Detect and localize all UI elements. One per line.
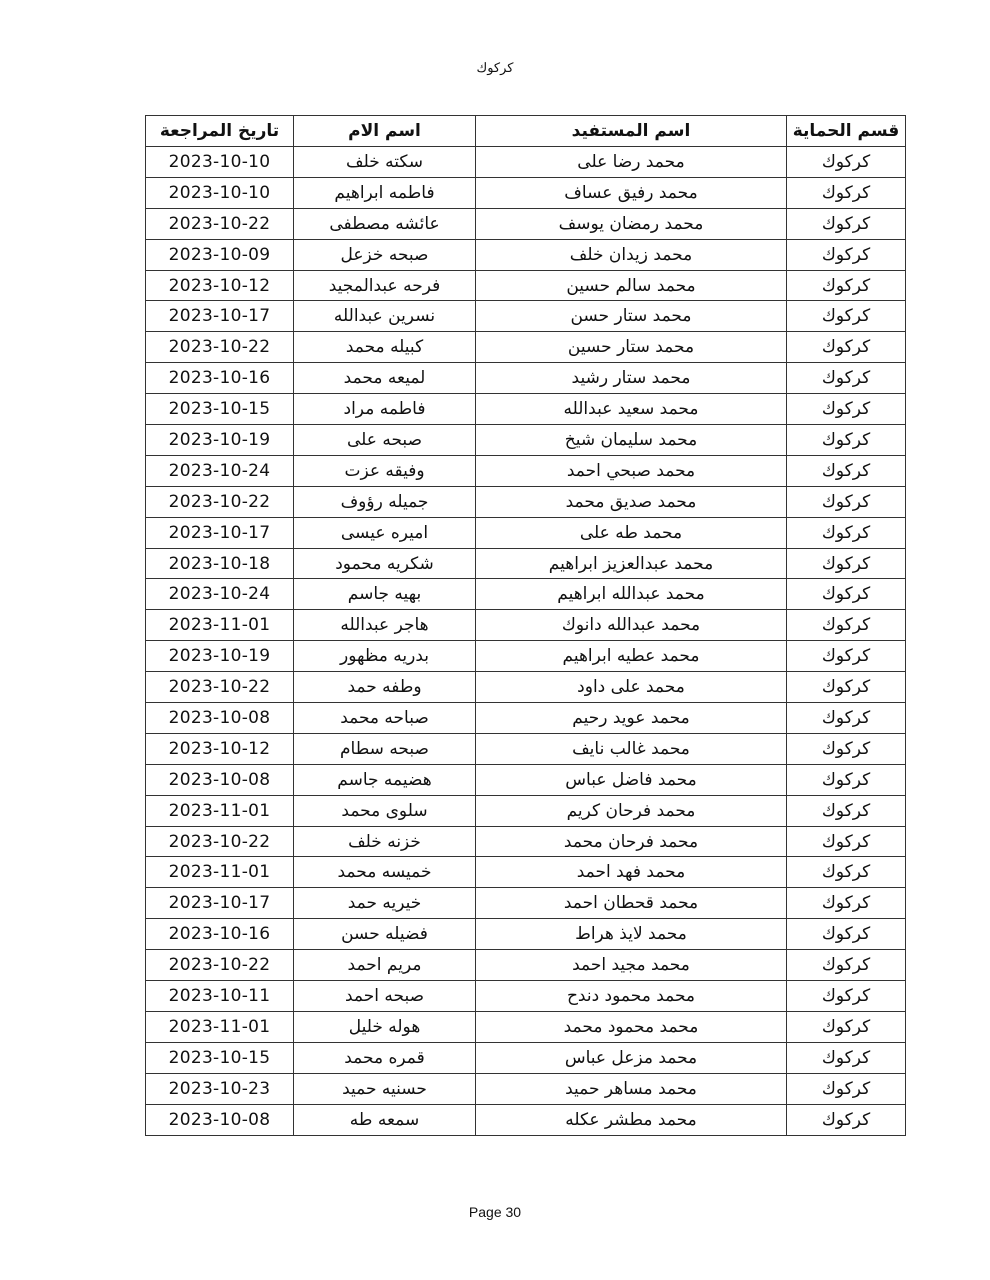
table-row bbox=[146, 517, 906, 548]
column-header-review-date: تاريخ المراجعة bbox=[146, 116, 294, 147]
cell-beneficiary-name: محمد رضا على bbox=[476, 147, 787, 178]
cell-protection-dept: كركوك bbox=[787, 239, 906, 270]
table-row bbox=[146, 703, 906, 734]
cell-review-date: 2023-10-22 bbox=[146, 826, 294, 857]
cell-mother-name: عائشه مصطفى bbox=[294, 208, 476, 239]
cell-beneficiary-name: محمد زيدان خلف bbox=[476, 239, 787, 270]
table-row bbox=[146, 301, 906, 332]
cell-beneficiary-name: محمد رمضان يوسف bbox=[476, 208, 787, 239]
table-row bbox=[146, 548, 906, 579]
cell-protection-dept: كركوك bbox=[787, 332, 906, 363]
cell-beneficiary-name: محمد فهد احمد bbox=[476, 857, 787, 888]
cell-beneficiary-name: محمد ستار رشيد bbox=[476, 363, 787, 394]
cell-protection-dept: كركوك bbox=[787, 208, 906, 239]
cell-beneficiary-name: محمد طه على bbox=[476, 517, 787, 548]
cell-mother-name: صبحه على bbox=[294, 425, 476, 456]
cell-mother-name: صبحه سطام bbox=[294, 733, 476, 764]
cell-protection-dept: كركوك bbox=[787, 1011, 906, 1042]
cell-beneficiary-name: محمد سعيد عبدالله bbox=[476, 394, 787, 425]
cell-review-date: 2023-10-10 bbox=[146, 147, 294, 178]
table-row bbox=[146, 363, 906, 394]
cell-protection-dept: كركوك bbox=[787, 888, 906, 919]
table-row bbox=[146, 579, 906, 610]
cell-mother-name: صبحه احمد bbox=[294, 981, 476, 1012]
cell-mother-name: فضيله حسن bbox=[294, 919, 476, 950]
cell-protection-dept: كركوك bbox=[787, 1073, 906, 1104]
cell-beneficiary-name: محمد عبدالله ابراهيم bbox=[476, 579, 787, 610]
cell-mother-name: فرحه عبدالمجيد bbox=[294, 270, 476, 301]
cell-protection-dept: كركوك bbox=[787, 857, 906, 888]
cell-mother-name: سكته خلف bbox=[294, 147, 476, 178]
cell-mother-name: بدريه مظهور bbox=[294, 641, 476, 672]
cell-protection-dept: كركوك bbox=[787, 517, 906, 548]
cell-protection-dept: كركوك bbox=[787, 579, 906, 610]
table-row bbox=[146, 147, 906, 178]
cell-review-date: 2023-10-24 bbox=[146, 579, 294, 610]
cell-review-date: 2023-10-11 bbox=[146, 981, 294, 1012]
table-row bbox=[146, 1042, 906, 1073]
cell-beneficiary-name: محمد مزعل عباس bbox=[476, 1042, 787, 1073]
cell-review-date: 2023-10-22 bbox=[146, 208, 294, 239]
cell-protection-dept: كركوك bbox=[787, 1104, 906, 1135]
cell-review-date: 2023-10-23 bbox=[146, 1073, 294, 1104]
page-number: Page 30 bbox=[468, 1204, 522, 1220]
cell-protection-dept: كركوك bbox=[787, 486, 906, 517]
cell-protection-dept: كركوك bbox=[787, 455, 906, 486]
cell-mother-name: كبيله محمد bbox=[294, 332, 476, 363]
cell-protection-dept: كركوك bbox=[787, 950, 906, 981]
cell-protection-dept: كركوك bbox=[787, 703, 906, 734]
table-row bbox=[146, 795, 906, 826]
cell-review-date: 2023-10-19 bbox=[146, 641, 294, 672]
cell-review-date: 2023-10-18 bbox=[146, 548, 294, 579]
cell-protection-dept: كركوك bbox=[787, 147, 906, 178]
table-row bbox=[146, 826, 906, 857]
cell-protection-dept: كركوك bbox=[787, 270, 906, 301]
cell-protection-dept: كركوك bbox=[787, 610, 906, 641]
cell-beneficiary-name: محمد رفيق عساف bbox=[476, 177, 787, 208]
cell-review-date: 2023-10-22 bbox=[146, 486, 294, 517]
cell-mother-name: جميله رؤوف bbox=[294, 486, 476, 517]
table-row bbox=[146, 177, 906, 208]
cell-beneficiary-name: محمد مساهر حميد bbox=[476, 1073, 787, 1104]
cell-review-date: 2023-11-01 bbox=[146, 857, 294, 888]
table-row bbox=[146, 888, 906, 919]
cell-beneficiary-name: محمد غالب نايف bbox=[476, 733, 787, 764]
cell-review-date: 2023-11-01 bbox=[146, 1011, 294, 1042]
cell-review-date: 2023-10-16 bbox=[146, 919, 294, 950]
cell-mother-name: قمره محمد bbox=[294, 1042, 476, 1073]
cell-protection-dept: كركوك bbox=[787, 1042, 906, 1073]
table-row bbox=[146, 239, 906, 270]
cell-protection-dept: كركوك bbox=[787, 733, 906, 764]
cell-protection-dept: كركوك bbox=[787, 764, 906, 795]
table-row bbox=[146, 641, 906, 672]
cell-review-date: 2023-10-22 bbox=[146, 950, 294, 981]
cell-review-date: 2023-10-10 bbox=[146, 177, 294, 208]
table-row bbox=[146, 981, 906, 1012]
cell-beneficiary-name: محمد عويد رحيم bbox=[476, 703, 787, 734]
cell-protection-dept: كركوك bbox=[787, 425, 906, 456]
cell-mother-name: هضيمه جاسم bbox=[294, 764, 476, 795]
cell-review-date: 2023-11-01 bbox=[146, 795, 294, 826]
cell-mother-name: وفيقه عزت bbox=[294, 455, 476, 486]
cell-beneficiary-name: محمد فاضل عباس bbox=[476, 764, 787, 795]
cell-beneficiary-name: محمد ستار حسين bbox=[476, 332, 787, 363]
cell-mother-name: فاطمه مراد bbox=[294, 394, 476, 425]
cell-review-date: 2023-10-12 bbox=[146, 270, 294, 301]
cell-protection-dept: كركوك bbox=[787, 641, 906, 672]
column-header-protection-dept: قسم الحماية bbox=[787, 116, 906, 147]
cell-mother-name: خيريه حمد bbox=[294, 888, 476, 919]
cell-beneficiary-name: محمد عبدالله دانوك bbox=[476, 610, 787, 641]
table-row bbox=[146, 733, 906, 764]
cell-protection-dept: كركوك bbox=[787, 795, 906, 826]
column-header-beneficiary-name: اسم المستفيد bbox=[476, 116, 787, 147]
header-row bbox=[146, 116, 906, 147]
cell-review-date: 2023-10-22 bbox=[146, 672, 294, 703]
cell-review-date: 2023-10-22 bbox=[146, 332, 294, 363]
table-row bbox=[146, 857, 906, 888]
cell-protection-dept: كركوك bbox=[787, 672, 906, 703]
cell-review-date: 2023-11-01 bbox=[146, 610, 294, 641]
cell-review-date: 2023-10-15 bbox=[146, 394, 294, 425]
table-row bbox=[146, 610, 906, 641]
table-row bbox=[146, 1104, 906, 1135]
cell-protection-dept: كركوك bbox=[787, 363, 906, 394]
table-row bbox=[146, 950, 906, 981]
cell-review-date: 2023-10-08 bbox=[146, 703, 294, 734]
cell-beneficiary-name: محمد عبدالعزيز ابراهيم bbox=[476, 548, 787, 579]
cell-review-date: 2023-10-17 bbox=[146, 517, 294, 548]
table-row bbox=[146, 425, 906, 456]
cell-beneficiary-name: محمد فرحان محمد bbox=[476, 826, 787, 857]
cell-protection-dept: كركوك bbox=[787, 394, 906, 425]
cell-mother-name: اميره عيسى bbox=[294, 517, 476, 548]
cell-review-date: 2023-10-08 bbox=[146, 764, 294, 795]
records-table bbox=[145, 115, 906, 1136]
cell-beneficiary-name: محمد لايذ هراط bbox=[476, 919, 787, 950]
cell-beneficiary-name: محمد صبحي احمد bbox=[476, 455, 787, 486]
cell-beneficiary-name: محمد محمود دندح bbox=[476, 981, 787, 1012]
cell-beneficiary-name: محمد مجيد احمد bbox=[476, 950, 787, 981]
cell-beneficiary-name: محمد ستار حسن bbox=[476, 301, 787, 332]
cell-review-date: 2023-10-17 bbox=[146, 888, 294, 919]
cell-review-date: 2023-10-12 bbox=[146, 733, 294, 764]
cell-mother-name: هاجر عبدالله bbox=[294, 610, 476, 641]
cell-protection-dept: كركوك bbox=[787, 919, 906, 950]
table-row bbox=[146, 486, 906, 517]
cell-beneficiary-name: محمد مطشر عكله bbox=[476, 1104, 787, 1135]
cell-mother-name: صباحه محمد bbox=[294, 703, 476, 734]
table-row bbox=[146, 1011, 906, 1042]
cell-beneficiary-name: محمد قحطان احمد bbox=[476, 888, 787, 919]
cell-mother-name: سلوى محمد bbox=[294, 795, 476, 826]
cell-review-date: 2023-10-17 bbox=[146, 301, 294, 332]
cell-beneficiary-name: محمد على داود bbox=[476, 672, 787, 703]
cell-protection-dept: كركوك bbox=[787, 301, 906, 332]
cell-protection-dept: كركوك bbox=[787, 177, 906, 208]
cell-mother-name: وطفه حمد bbox=[294, 672, 476, 703]
table-row bbox=[146, 764, 906, 795]
cell-beneficiary-name: محمد فرحان كريم bbox=[476, 795, 787, 826]
cell-mother-name: خميسه محمد bbox=[294, 857, 476, 888]
cell-review-date: 2023-10-09 bbox=[146, 239, 294, 270]
cell-beneficiary-name: محمد عطيه ابراهيم bbox=[476, 641, 787, 672]
cell-protection-dept: كركوك bbox=[787, 548, 906, 579]
cell-mother-name: حسنيه حميد bbox=[294, 1073, 476, 1104]
cell-mother-name: سمعه طه bbox=[294, 1104, 476, 1135]
table-row bbox=[146, 332, 906, 363]
table-row bbox=[146, 1073, 906, 1104]
table-row bbox=[146, 394, 906, 425]
table-row bbox=[146, 208, 906, 239]
cell-mother-name: شكريه محمود bbox=[294, 548, 476, 579]
table-row bbox=[146, 455, 906, 486]
cell-review-date: 2023-10-16 bbox=[146, 363, 294, 394]
table-row bbox=[146, 270, 906, 301]
cell-beneficiary-name: محمد صديق محمد bbox=[476, 486, 787, 517]
cell-protection-dept: كركوك bbox=[787, 826, 906, 857]
cell-review-date: 2023-10-24 bbox=[146, 455, 294, 486]
cell-beneficiary-name: محمد محمود محمد bbox=[476, 1011, 787, 1042]
cell-review-date: 2023-10-19 bbox=[146, 425, 294, 456]
cell-protection-dept: كركوك bbox=[787, 981, 906, 1012]
table-row bbox=[146, 919, 906, 950]
cell-review-date: 2023-10-08 bbox=[146, 1104, 294, 1135]
table-row bbox=[146, 672, 906, 703]
cell-mother-name: خزنه خلف bbox=[294, 826, 476, 857]
cell-beneficiary-name: محمد سليمان شيخ bbox=[476, 425, 787, 456]
cell-mother-name: مريم احمد bbox=[294, 950, 476, 981]
cell-mother-name: نسرين عبدالله bbox=[294, 301, 476, 332]
cell-mother-name: هوله خليل bbox=[294, 1011, 476, 1042]
cell-mother-name: صبحه خزعل bbox=[294, 239, 476, 270]
cell-mother-name: بهيه جاسم bbox=[294, 579, 476, 610]
cell-review-date: 2023-10-15 bbox=[146, 1042, 294, 1073]
cell-beneficiary-name: محمد سالم حسين bbox=[476, 270, 787, 301]
cell-mother-name: لميعه محمد bbox=[294, 363, 476, 394]
cell-mother-name: فاطمه ابراهيم bbox=[294, 177, 476, 208]
page-header: كركوك bbox=[476, 60, 514, 75]
column-header-mother-name: اسم الام bbox=[294, 116, 476, 147]
